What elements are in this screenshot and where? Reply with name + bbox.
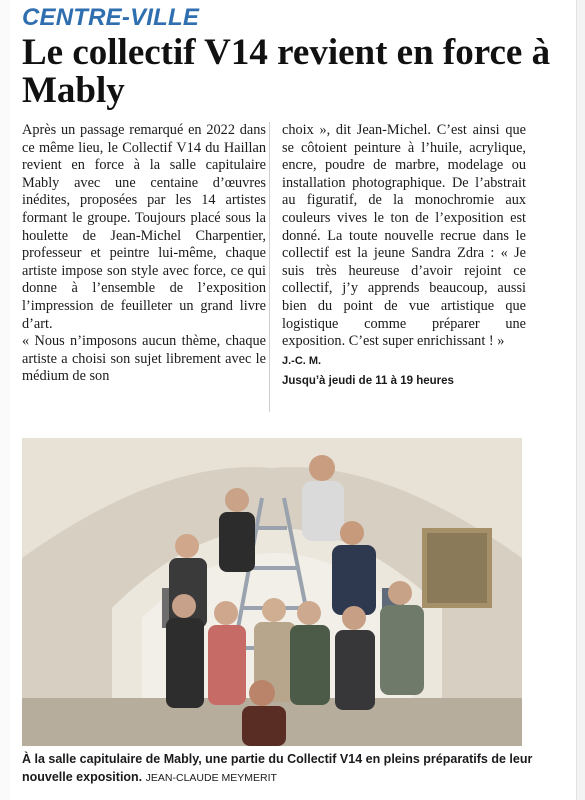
paragraph: « Nous n’imposons aucun thème, chaque artiste a choisi son sujet librement avec le médium de son [22,333,266,385]
column-divider [269,122,270,412]
opening-hours: Jusqu’à jeudi de 11 à 19 heures [282,375,454,388]
group-photo-illustration [22,438,522,746]
paragraph: choix », dit Jean-Michel. C’est ainsi que se côtoient peinture à l’huile, acrylique, encre, poudre de marbre, modelage ou installation photographique. De l’abstrait au figuratif, de la monochromie aux couleurs vives le ton de l’exposition est donné. La toute nouvelle recrue dans le collectif est la jeune Sandra Zdra : « Je suis très heureuse d’avoir rejoint ce collectif, j’y apprends beaucoup, aussi bien du point de vue artistique que logistique comme préparer une exposition. C’est super enrichissant ! » [282,122,526,350]
caption-text: À la salle capitulaire de Mably, une partie du Collectif V14 en pleins préparatifs de leur nouvelle exposition. [22,752,533,784]
scrollbar[interactable] [576,0,585,800]
article-column-left [22,122,266,386]
photo-caption [22,750,542,787]
paragraph: Après un passage remarqué en 2022 dans ce même lieu, le Collectif V14 du Haillan revient en force à la salle capitulaire Mably avec une centaine d’œuvres inédites, proposées par les 14 artistes formant le groupe. Toujours placé sous la houlette de Jean-Michel Charpentier, professeur et peintre lui-même, chaque artiste impose son style avec force, ce qui donne à l’ensemble de l’exposition l’impression de feuilleter un grand livre d’art. [22,122,266,332]
photo-credit: JEAN-CLAUDE MEYMERIT [145,772,277,784]
section-kicker: CENTRE-VILLE [22,4,200,31]
group-photo [22,438,522,746]
author-signature: J.-C. M. [282,354,322,367]
article-column-right [282,122,526,391]
left-page-edge [0,0,10,800]
article-headline: Le collectif V14 revient en force à Mably [22,32,551,111]
